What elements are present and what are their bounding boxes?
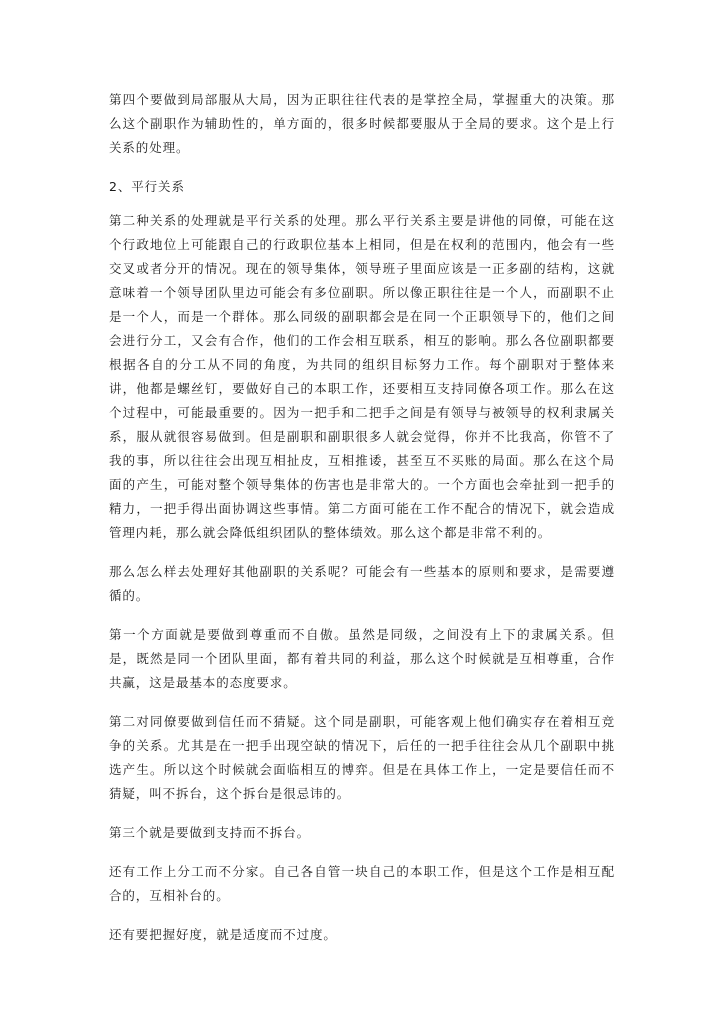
paragraph-parallel-relations: 第二种关系的处理就是平行关系的处理。那么平行关系主要是讲他的同僚，可能在这个行政地位上可能跟自己的行政职位基本上相同，但是在权利的范围内，他会有一些交叉或者分开的情况。现在的领导集体，领导班子里面应该是一正多副的结构，这就意味着一个领导团队里边可能会有多位副职。所以像正职往往是一个人，而副职不止是一个人，而是一个群体。那么同级的副职都会是在同一个正职领导下的，他们之间会进行分工，又会有合作，他们的工作会相互联系，相互的影响。那么各位副职都要根据各自的分工从不同的角度，为共同的组织目标努力工作。每个副职对于整体来讲，他都是螺丝钉，要做好自己的本职工作，还要相互支持同僚各项工作。那么在这个过程中，可能最重要的。因为一把手和二把手之间是有领导与被领导的权利隶属关系，服从就很容易做到。但是副职和副职很多人就会觉得，你并不比我高，你管不了我的事，所以往往会出现互相扯皮，互相推诿，甚至互不买账的局面。那么在这个局面的产生，可能对整个领导集体的伤害也是非常大的。一个方面也会牵扯到一把手的精力，一把手得出面协调这些事情。第二方面可能在工作不配合的情况下，就会造成管理内耗，那么就会降低组织团队的整体绩效。那么这个都是非常不利的。 <box>109 213 615 540</box>
paragraph-support: 第三个就是要做到支持而不拆台。 <box>109 825 311 840</box>
paragraph-trust: 第二对同僚要做到信任而不猜疑。这个同是副职，可能客观上他们确实存在着相互竞争的关系。尤其是在一把手出现空缺的情况下，后任的一把手往往会从几个副职中挑选产生。所以这个时候就会面临相互的博弈。但是在具体工作上，一定是要信任而不猜疑，叫不拆台，这个拆台是很忌讳的。 <box>109 714 615 801</box>
paragraph-superior-relations-conclusion: 第四个要做到局部服从大局，因为正职往往代表的是掌控全局，掌握重大的决策。那么这个副职作为辅助性的，单方面的，很多时候都要服从于全局的要求。这个是上行关系的处理。 <box>109 92 615 155</box>
paragraph-respect: 第一个方面就是要做到尊重而不自傲。虽然是同级，之间没有上下的隶属关系。但是，既然是同一个团队里面，都有着共同的利益，那么这个时候就是互相尊重，合作共赢，这是最基本的态度要求。 <box>109 627 615 690</box>
paragraph-division-of-work: 还有工作上分工而不分家。自己各自管一块自己的本职工作，但是这个工作是相互配合的，互相补台的。 <box>109 864 615 903</box>
section-heading-parallel-relations: 2、平行关系 <box>109 179 185 194</box>
document-body <box>109 88 615 962</box>
paragraph-moderation: 还有要把握好度，就是适度而不过度。 <box>109 927 337 942</box>
paragraph-question: 那么怎么样去处理好其他副职的关系呢？可能会有一些基本的原则和要求，是需要遵循的。 <box>109 564 615 603</box>
